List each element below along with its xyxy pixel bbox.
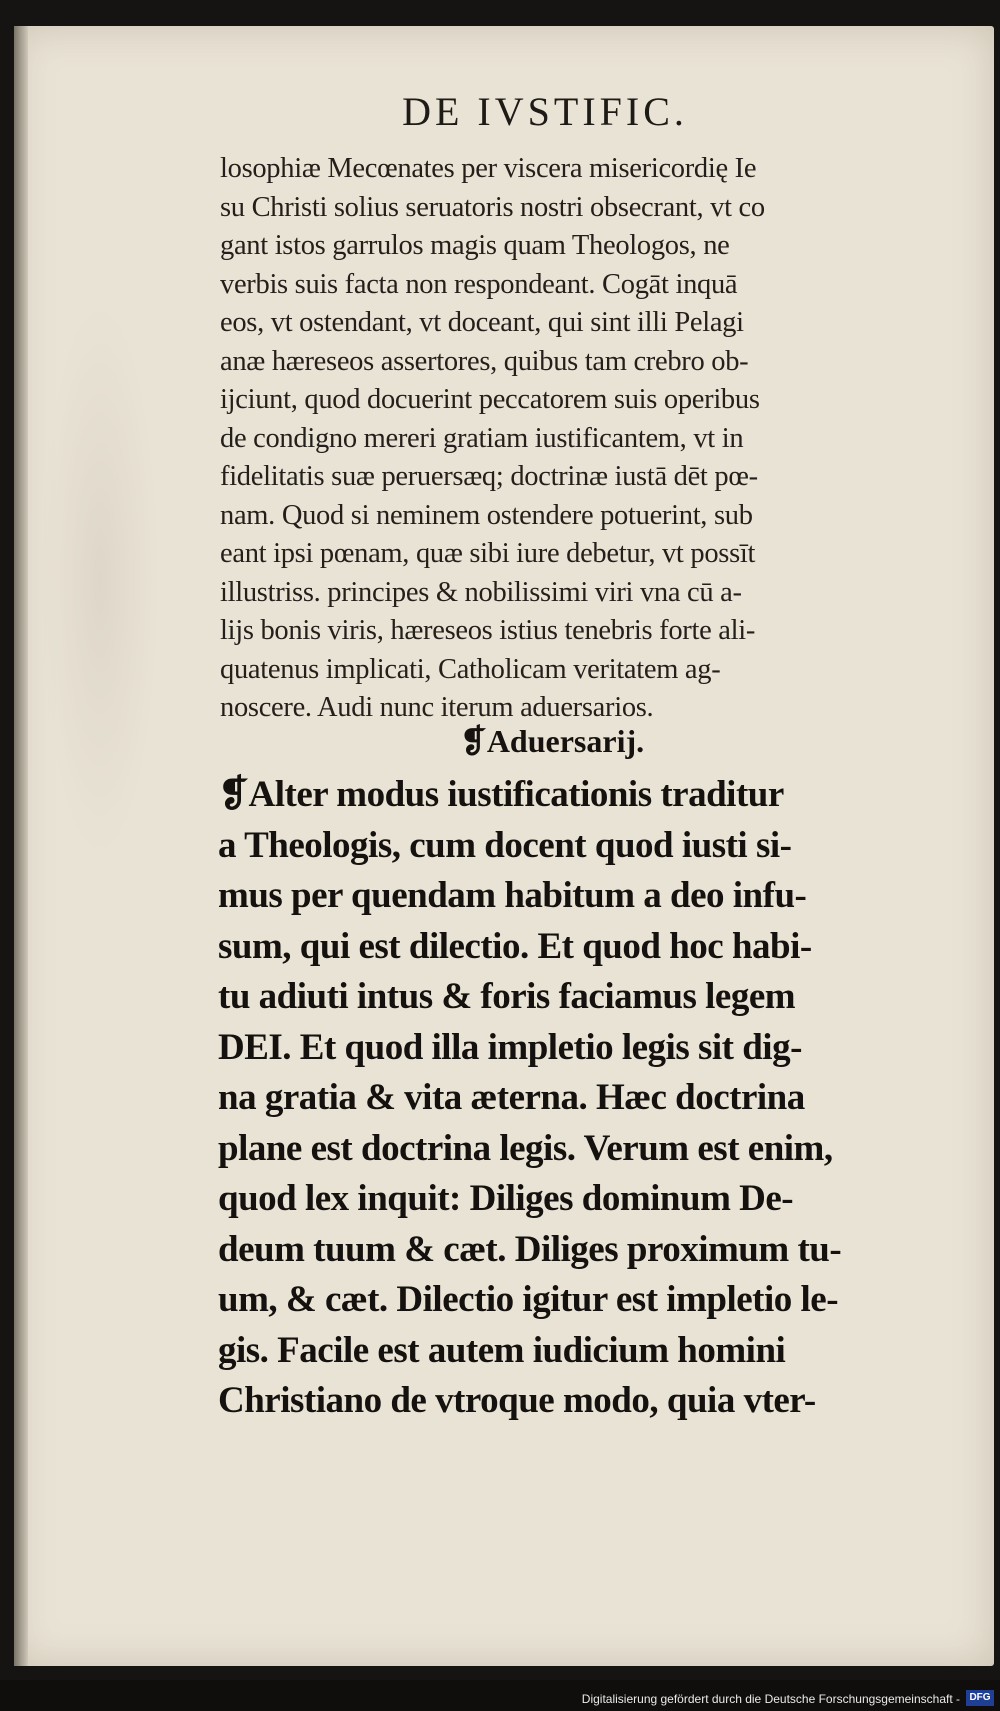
text-line: ijciunt, quod docuerint peccatorem suis operibus <box>220 384 760 415</box>
text-line: DEI. Et quod illa impletio legis sit dig- <box>218 1026 802 1068</box>
running-head: DE IVSTIFIC. <box>402 89 688 134</box>
page-gutter <box>14 26 28 1666</box>
text-line: nam. Quod si neminem ostendere potuerint, sub <box>220 499 753 531</box>
body-text-large <box>218 770 933 1427</box>
text-line: mus per quendam habitum a deo infu- <box>218 875 807 916</box>
text-line: um, & cæt. Dilectio igitur est impletio le- <box>218 1279 839 1320</box>
text-line: deum tuum & cæt. Diliges proximum tu- <box>218 1228 842 1270</box>
bleed-through-shadow <box>40 300 160 860</box>
text-line: su Christi solius seruatoris nostri obsecrant, vt co <box>220 191 765 223</box>
text-line: fidelitatis suæ peruersæq; doctrinæ iustā dēt pœ- <box>220 461 758 492</box>
text-line: gis. Facile est autem iudicium homini <box>218 1329 786 1371</box>
text-line: a Theologis, cum docent quod iusti si- <box>218 824 792 866</box>
text-line: noscere. Audi nunc iterum aduersarios. <box>220 692 654 723</box>
text-line: eos, vt ostendant, vt doceant, qui sint illi Pelagi <box>220 307 744 338</box>
text-line: ❡Alter modus iustificationis traditur <box>218 774 784 815</box>
text-line: lijs bonis viris, hæreseos istius tenebris forte ali- <box>220 615 756 646</box>
text-line: quod lex inquit: Diliges dominum De- <box>218 1178 794 1219</box>
text-line: plane est doctrina legis. Verum est enim, <box>218 1127 833 1169</box>
text-line: tu adiuti intus & foris faciamus legem <box>218 976 796 1017</box>
text-line: eant ipsi pœnam, quæ sibi iure debetur, vt possīt <box>220 538 756 569</box>
text-line: de condigno mereri gratiam iustificantem, vt in <box>220 422 744 454</box>
text-line: sum, qui est dilectio. Et quod hoc habi- <box>218 925 812 967</box>
text-line: illustriss. principes & nobilissimi viri vna cū a- <box>220 576 742 608</box>
section-subheading: ❡Aduersarij. <box>460 723 645 759</box>
text-line: verbis suis facta non respondeant. Cogāt inquā <box>220 268 738 300</box>
text-line: Christiano de vtroque modo, quia vter- <box>218 1380 816 1421</box>
text-line: losophiæ Mecœnates per viscera misericordię Ie <box>220 153 757 184</box>
dfg-logo: DFG <box>966 1690 994 1706</box>
text-line: na gratia & vita æterna. Hæc doctrina <box>218 1077 805 1118</box>
text-line: gant istos garrulos magis quam Theologos, ne <box>220 230 730 261</box>
text-line: anæ hæreseos assertores, quibus tam crebro ob- <box>220 345 749 377</box>
text-line: quatenus implicati, Catholicam veritatem ag- <box>220 653 721 685</box>
body-text-small <box>220 150 920 728</box>
digitization-credit: Digitalisierung gefördert durch die Deutsche Forschungsgemeinschaft - <box>581 1692 960 1706</box>
